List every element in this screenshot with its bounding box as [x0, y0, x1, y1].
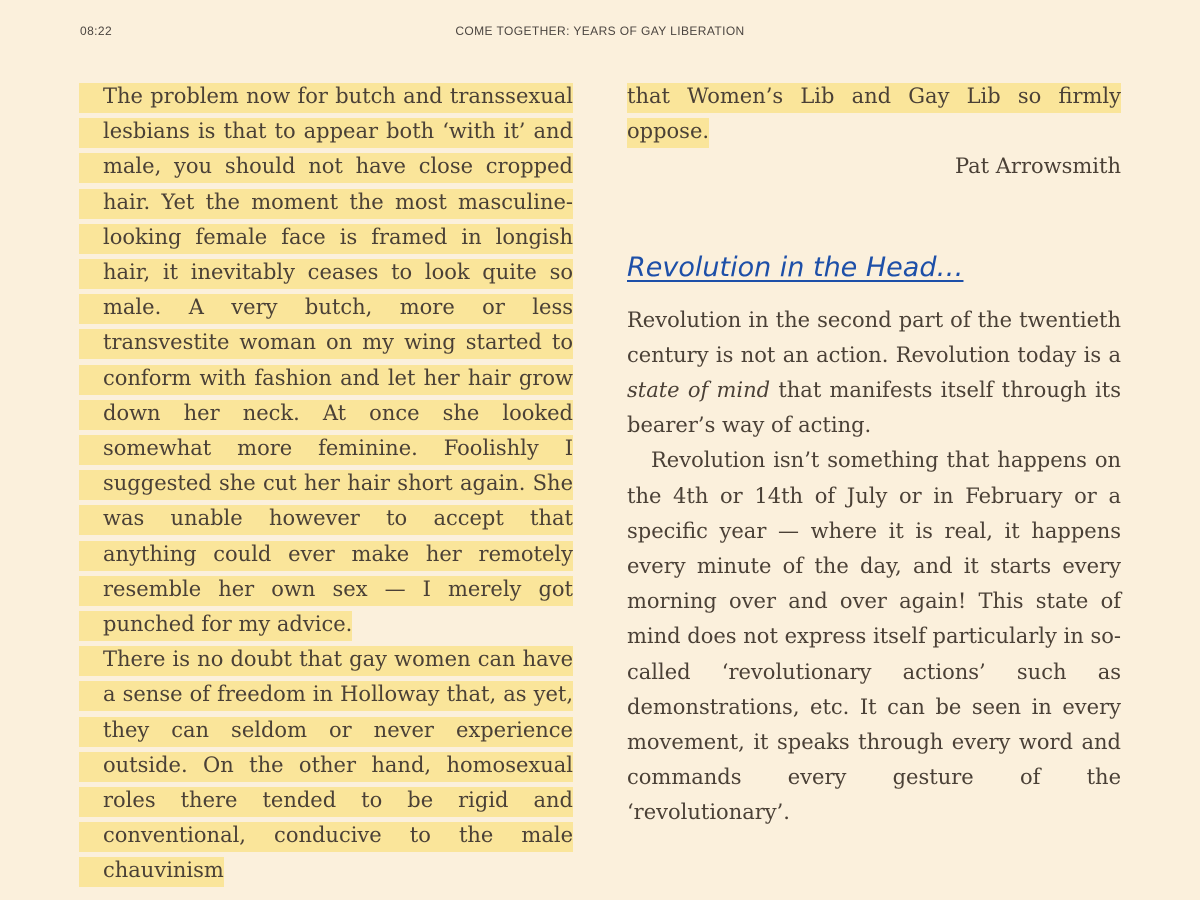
highlighted-paragraph[interactable] [79, 642, 573, 888]
body-paragraph [627, 303, 1121, 444]
highlighted-paragraph[interactable] [79, 79, 573, 642]
highlighted-paragraph[interactable] [627, 79, 1121, 149]
status-time: 08:22 [80, 24, 113, 38]
status-header [0, 24, 1200, 40]
left-column [79, 79, 573, 889]
book-title: COME TOGETHER: YEARS OF GAY LIBERATION [455, 24, 745, 38]
quote-attribution: Pat Arrowsmith [954, 154, 1121, 179]
paragraph-text: Revolution in the second part of the twentieth century is not an action. Revolution today is a [627, 307, 1121, 367]
body-paragraph [627, 443, 1121, 830]
paragraph-text: that manifests itself through its bearer’s way of acting. [627, 378, 1121, 438]
highlight-text[interactable]: that Women’s Lib and Gay Lib so firmly oppose. [627, 83, 1121, 148]
section-heading-wrap [627, 243, 1121, 293]
paragraph-text: Revolution isn’t something that happens on the 4th or 14th of July or in February or a specific year — where it is real, it happens every minute of the day, and it starts every morning over and over again! This state of mind does not express itself particularly in so-called ‘revolutionary actions’ such as demonstrations, etc. It can be seen in every movement, it speaks through every word and commands every gesture of the ‘revolutionary’. [627, 448, 1121, 825]
emphasis-text: state of mind [627, 378, 771, 403]
highlight-text[interactable]: There is no doubt that gay women can have a sense of freedom in Holloway that, as yet, they can seldom or never experience outside. On the other hand, homosexual roles there tended to be rigid and conventional, conducive to the male chauvinism [79, 646, 573, 887]
section-heading-link[interactable]: Revolution in the Head… [627, 251, 964, 283]
right-column [627, 79, 1121, 831]
highlight-text[interactable]: The problem now for butch and transsexual lesbians is that to appear both ‘with it’ and male, you should not have close cropped hair. Yet the moment the most masculine-looking female face is framed in longish hair, it inevitably ceases to look quite so male. A very butch, more or less transvestite woman on my wing started to conform with fashion and let her hair grow down her neck. At once she looked somewhat more feminine. Foolishly I suggested she cut her hair short again. She was unable however to accept that anything could ever make her remotely resemble her own sex — I merely got punched for my advice. [79, 83, 573, 641]
